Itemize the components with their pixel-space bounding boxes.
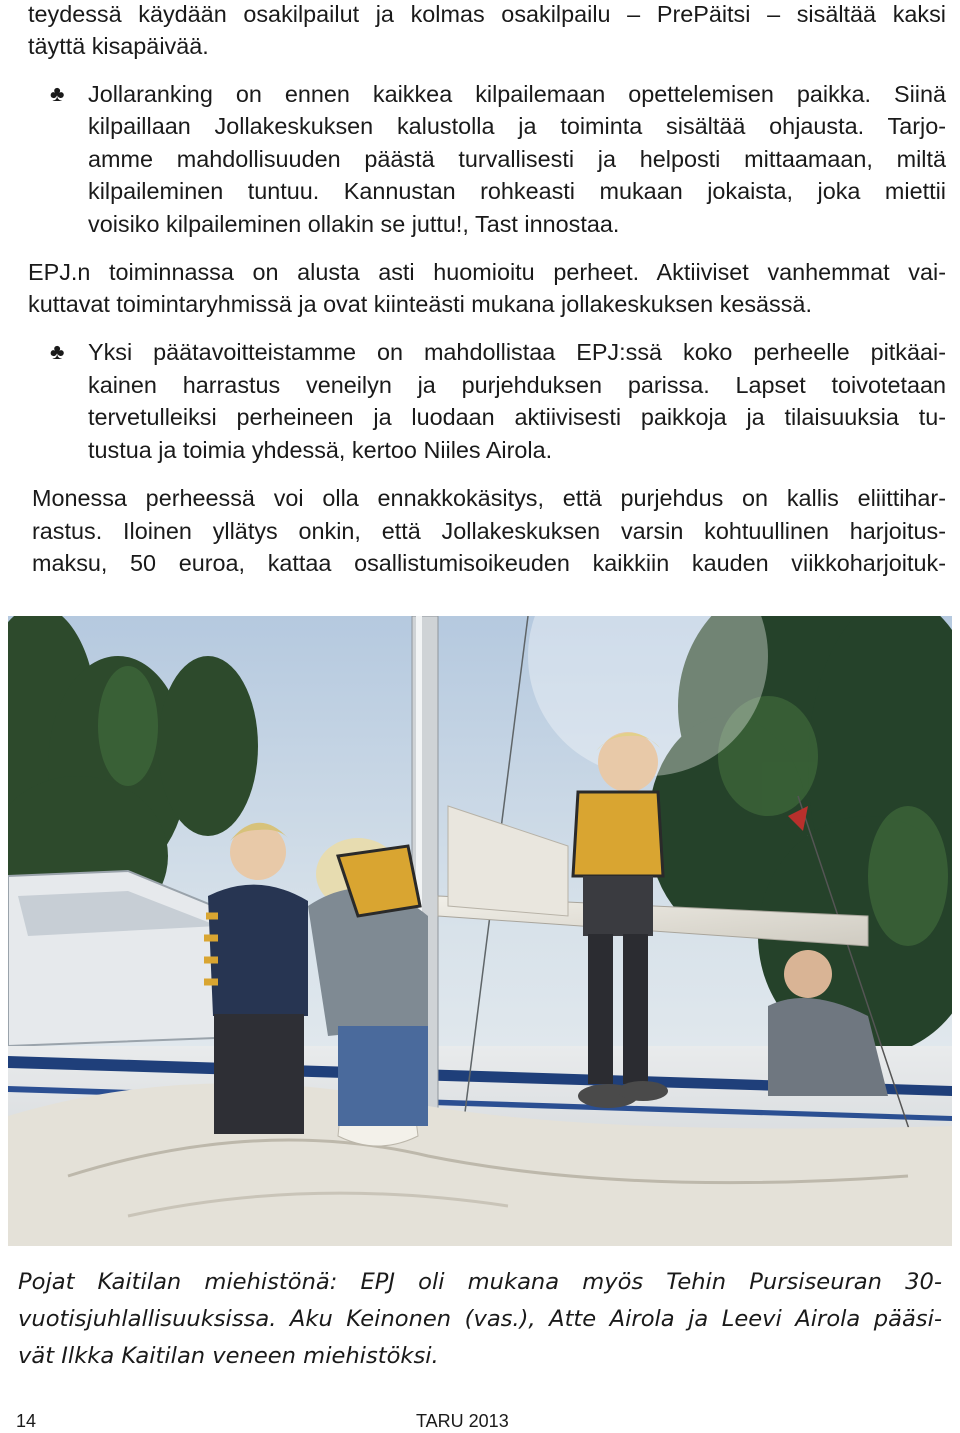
bullet-line: amme mahdollisuuden päästä turvallisesti ja helposti mittaamaan, miltä — [88, 146, 946, 172]
club-bullet-icon: ♣ — [50, 339, 65, 364]
publication-name: TARU 2013 — [416, 1411, 509, 1431]
paragraph-line: kuttavat toimintaryhmissä ja ovat kiinteästi mukana jollakeskuksen kesässä. — [28, 291, 812, 317]
caption-line: vuotisjuhlallisuuksissa. Aku Keinonen (vas.), Atte Airola ja Leevi Airola pääsi- — [18, 1306, 942, 1332]
bullet-line: kainen harrastus veneilyn ja purjehduksen parissa. Lapset toivotetaan — [88, 372, 946, 398]
bullet-line: kilpaileminen tuntuu. Kannustan rohkeasti mukaan jokaista, joka miettii — [88, 178, 946, 204]
paragraph-line: täyttä kisapäivää. — [28, 33, 209, 59]
page-number: 14 — [16, 1411, 37, 1431]
caption-line: vät Ilkka Kaitilan veneen miehistöksi. — [18, 1343, 439, 1369]
bullet-line: tervetulleiksi perheineen ja luodaan aktiivisesti paikkoja ja tilaisuuksia tu- — [88, 404, 946, 430]
bullet-line: voisiko kilpaileminen ollakin se juttu!, Tast innostaa. — [88, 211, 620, 237]
paragraph-line: Monessa perheessä voi olla ennakkokäsitys, että purjehdus on kallis eliittihar- — [32, 485, 946, 511]
paragraph-line: maksu, 50 euroa, kattaa osallistumisoikeuden kaikkiin kauden viikkoharjoituk- — [32, 550, 946, 576]
club-bullet-icon: ♣ — [50, 81, 65, 106]
bullet-line: Yksi päätavoitteistamme on mahdollistaa EPJ:ssä koko perheelle pitkäai- — [88, 339, 946, 365]
paragraph-line: EPJ.n toiminnassa on alusta asti huomioitu perheet. Aktiiviset vanhemmat vai- — [28, 259, 946, 285]
bullet-line: tustua ja toimia yhdessä, kertoo Niiles Airola. — [88, 437, 553, 463]
sailing-boat-photo — [8, 616, 952, 1246]
caption-line: Pojat Kaitilan miehistönä: EPJ oli mukana myös Tehin Pursiseuran 30- — [18, 1269, 942, 1295]
bullet-line: Jollaranking on ennen kaikkea kilpailemaan opettelemisen paikka. Siinä — [88, 81, 946, 107]
paragraph-line: teydessä käydään osakilpailut ja kolmas osakilpailu – PrePäitsi – sisältää kaksi — [28, 1, 946, 27]
paragraph-line: rastus. Iloinen yllätys onkin, että Jollakeskuksen varsin kohtuullinen harjoitus- — [32, 518, 946, 544]
bullet-line: kilpaillaan Jollakeskuksen kalustolla ja toiminta sisältää ohjausta. Tarjo- — [88, 113, 946, 139]
